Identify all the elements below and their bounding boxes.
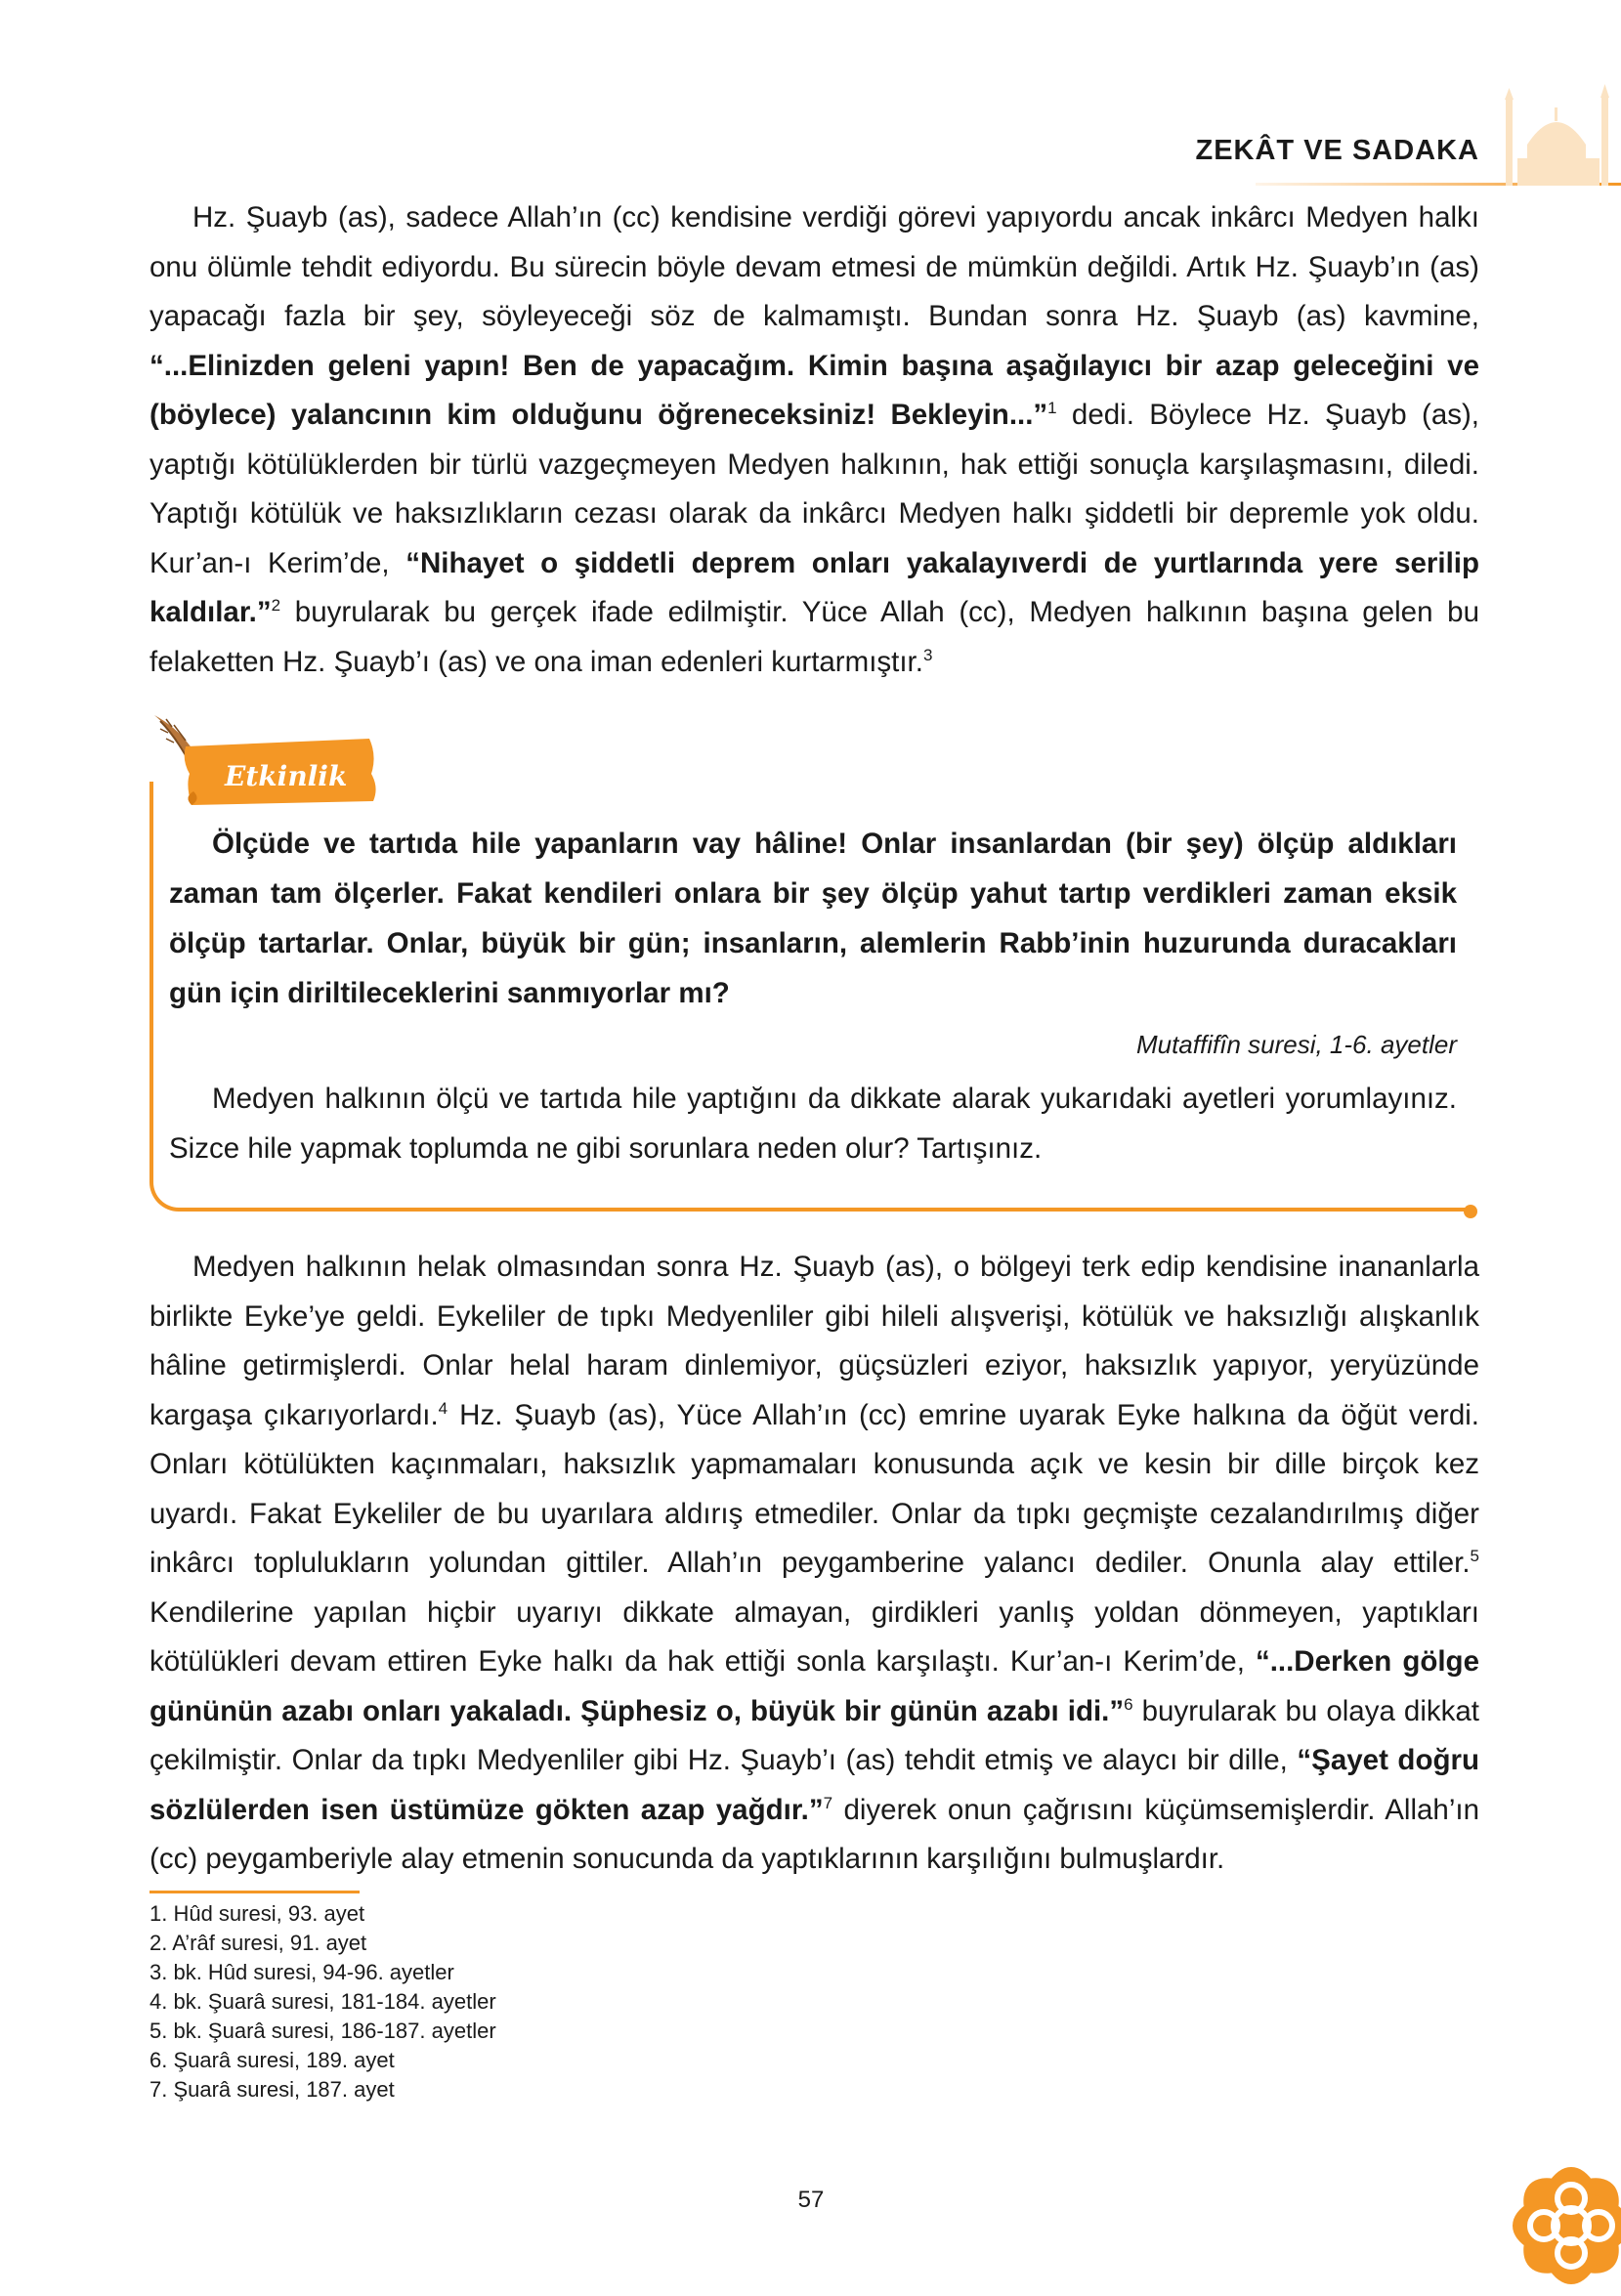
footnote-item: 5. bk. Şuarâ suresi, 186-187. ayetler [149,2019,496,2043]
quote-bold: “Nihayet o şiddetli deprem onları yakalayıverdi de yurtlarında yere serilip kaldılar.” [149,546,1479,628]
activity-question: Medyen halkının ölçü ve tartıda hile yaptığını da dikkate alarak yukarıdaki ayetleri yorumlayınız. Sizce hile yapmak toplumda ne gibi sorunlara neden olur? Tartışınız. [169,1083,1457,1165]
text-span: diyerek onun çağrısını küçümsemişlerdir. Allah’ın (cc) peygamberiyle alay etmenin sonucunda da yaptıklarının karşılığını bulmuşlardır. [149,1793,1479,1875]
verse-source: Mutaffifîn suresi, 1-6. ayetler [1135,1030,1457,1059]
activity-label: Etkinlik [225,760,348,792]
footnote-item: 4. bk. Şuarâ suresi, 181-184. ayetler [149,1989,496,2014]
flower-ornament [1456,2110,1621,2296]
activity-end-dot [1464,1205,1477,1218]
footnote-ref[interactable]: 4 [438,1398,448,1418]
footnote-item: 6. Şuarâ suresi, 189. ayet [149,2048,395,2072]
text-span: buyrularak bu olaya dikkat çekilmiştir. Onlar da tıpkı Medyenliler gibi Hz. Şuayb’ı (as) tehdit etmiş ve alaycı bir dille, [149,1694,1479,1776]
activity-verse: Ölçüde ve tartıda hile yapanların vay hâline! Onlar insanlardan (bir şey) ölçüp aldıkları zaman tam ölçerler. Fakat kendileri onlara bir şey ölçüp yahut tartıp verdikleri zaman eksik ölçüp tartarlar. Onlar, büyük bir gün; insanların, alemlerin Rabb’inin huzurunda duracakları gün için diriltileceklerini sanmıyorlar mı? [169,828,1457,1009]
footnote-ref[interactable]: 2 [271,596,281,616]
footnote-ref[interactable]: 5 [1470,1547,1479,1566]
footnote-ref[interactable]: 3 [922,645,933,664]
footnote-list [149,1899,496,2105]
footnote-item: 7. Şuarâ suresi, 187. ayet [149,2077,395,2102]
mosque-icon [1500,80,1621,186]
quote-bold: “Şayet doğru sözlülerden isen üstümüze gökten azap yağdır.” [149,1744,1479,1826]
activity-content [169,819,1457,1173]
footnote-item: 3. bk. Hûd suresi, 94-96. ayetler [149,1960,454,1984]
footnote-item: 1. Hûd suresi, 93. ayet [149,1901,365,1926]
text-span: Medyen halkının helak olmasından sonra Hz. Şuayb (as), o bölgeyi terk edip kendisine inananlarla birlikte Eyke’ye geldi. Eykeliler de tıpkı Medyenliler gibi hileli alışverişi, kötülük ve haksızlığı alışkanlık hâline getirmişlerdi. Onlar helal haram dinlemiyor, güçsüzleri eziyor, haksızlık yapıyor, yeryüzünde kargaşa çıkarıyorlardı. [149,1251,1479,1431]
text-span: Hz. Şuayb (as), Yüce Allah’ın (cc) emrine uyarak Eyke halkına da öğüt verdi. Onları kötülükten kaçınmaları, haksızlık yapmamaları konusunda açık ve kesin bir dille birçok kez uyardı. Fakat Eykeliler de bu uyarılara aldırış etmediler. Onlar da tıpkı geçmişte cezalandırılmış diğer inkârcı toplulukların yolundan gittiler. Allah’ın peygamberine yalancı dediler. Onunla alay ettiler. [149,1398,1479,1579]
text-span: buyrularak bu gerçek ifade edilmiştir. Yüce Allah (cc), Medyen halkının başına gelen bu felaketten Hz. Şuayb’ı (as) ve ona iman edenleri kurtarmıştır. [149,596,1479,678]
footnote-ref[interactable]: 7 [823,1793,833,1812]
footnote-ref[interactable]: 6 [1124,1694,1133,1714]
paragraph-2 [149,1243,1479,1885]
text-span: Hz. Şuayb (as), sadece Allah’ın (cc) kendisine verdiği görevi yapıyordu ancak inkârcı Medyen halkı onu ölümle tehdit ediyordu. Bu sürecin böyle devam etmesi de mümkün değildi. Artık Hz. Şuayb’ın (as) yapacağı fazla bir şey, söyleyeceği söz de kalmamıştı. Bundan sonra Hz. Şuayb (as) kavmine, [149,201,1479,332]
page-number: 57 [797,2187,825,2213]
footnote-ref[interactable]: 1 [1047,399,1057,418]
text-span: dedi. Böylece Hz. Şuayb (as), yaptığı kötülüklerden bir türlü vazgeçmeyen Medyen halkının, hak ettiği sonuçla karşılaşmasını, diledi. Yaptığı kötülük ve haksızlıkların cezası olarak da inkârcı Medyen halkı şiddetli bir depremle yok oldu. Kur’an-ı Kerim’de, [149,399,1479,579]
quote-bold: “...Elinizden geleni yapın! Ben de yapacağım. Kimin başına aşağılayıcı bir azap geleceğini ve (böylece) yalancının kim olduğunu öğreneceksiniz! Bekleyin...” [149,349,1479,431]
paragraph-1 [149,193,1479,687]
text-span: Kendilerine yapılan hiçbir uyarıyı dikkate almayan, girdikleri yanlış yoldan dönmeyen, yaptıkları kötülükleri devam ettiren Eyke halkı da hak ettiği sonla karşılaştı. Kur’an-ı Kerim’de, [149,1595,1479,1678]
footnote-item: 2. A’râf suresi, 91. ayet [149,1931,367,1955]
footnote-rule [149,1891,360,1893]
quote-bold: “...Derken gölge gününün azabı onları yakaladı. Şüphesiz o, büyük bir günün azabı idi.” [149,1645,1479,1727]
chapter-title: ZEKÂT VE SADAKA [1195,135,1479,166]
